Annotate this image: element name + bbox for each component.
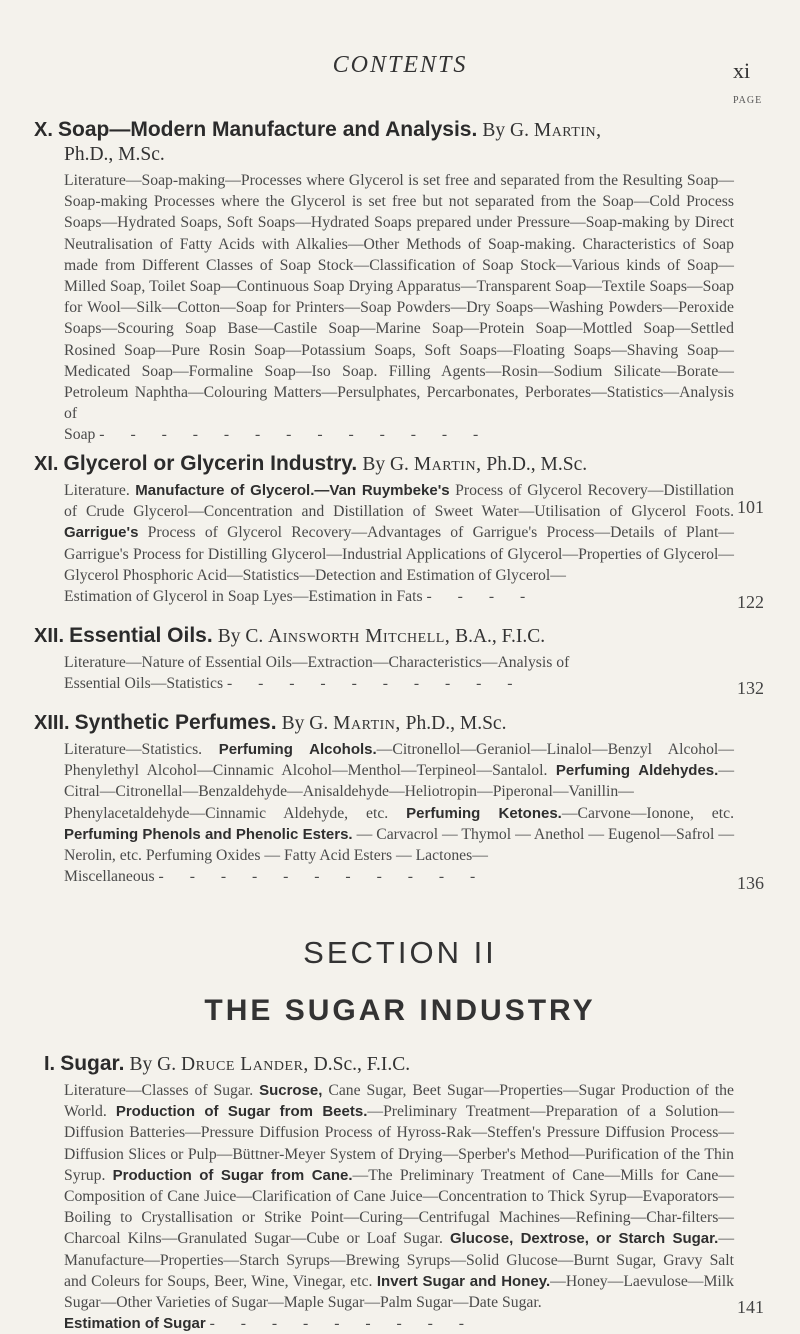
contents-entry-xi — [34, 452, 764, 612]
chapter-title: Soap—Modern Manufacture and Analysis. — [58, 118, 478, 141]
summary-tail: Soap — [64, 426, 96, 444]
author-name: Martin, — [333, 713, 401, 734]
entry-heading — [34, 624, 764, 648]
chapter-title: Sugar. — [60, 1052, 125, 1075]
author-degrees: Ph.D., M.Sc. — [64, 144, 165, 165]
folio: xi — [733, 58, 751, 83]
byline: By G. Martin, Ph.D., M.Sc. — [281, 713, 507, 734]
page-number: 122 — [737, 592, 764, 612]
entry-heading — [34, 1052, 764, 1076]
chapter-title: Synthetic Perfumes. — [74, 711, 277, 734]
entry-heading — [34, 118, 764, 166]
chapter-numeral: XII. — [34, 625, 65, 647]
page-number: 136 — [737, 873, 764, 893]
author-name: Ainsworth Mitchell, — [268, 626, 451, 647]
chapter-summary: Literature—Nature of Essential Oils—Extraction—Characteristics—Analysis of Essential Oils—Statistics - - - - - - - - - - — [64, 654, 570, 693]
author-name: Druce Lander, — [180, 1054, 309, 1075]
byline: By G. Martin, Ph.D., M.Sc. — [362, 454, 588, 475]
summary-tail: Estimation of Sugar — [64, 1315, 206, 1333]
page-number: 141 — [737, 1297, 764, 1317]
section-subheading: THE SUGAR INDUSTRY — [204, 994, 596, 1027]
dot-leader: - - - - - - - - - - - — [158, 868, 487, 886]
dot-leader: - - - - — [426, 588, 537, 606]
contents-entry-sugar — [34, 1052, 764, 1334]
summary-tail: Estimation of Glycerol in Soap Lyes—Estimation in Fats — [64, 588, 423, 606]
section-heading: SECTION II — [303, 935, 497, 970]
contents-entry-xiii — [34, 711, 764, 893]
entry-heading — [34, 452, 764, 476]
page-column-label: PAGE — [733, 95, 763, 106]
byline: By G. Druce Lander, D.Sc., F.I.C. — [129, 1054, 411, 1075]
dot-leader: - - - - - - - - - - - - - — [99, 426, 490, 444]
byline: By C. Ainsworth Mitchell, B.A., F.I.C. — [217, 626, 546, 647]
dot-leader: - - - - - - - - - — [209, 1315, 476, 1333]
chapter-title: Essential Oils. — [69, 624, 213, 647]
chapter-summary: Literature—Soap-making—Processes where Glycerol is set free and separated from the Resulting Soap—Soap-making Processes where the Glycerol is set free but not separated from the Soap—Cold Process Soaps—Hydrated Soaps, Soft Soaps—Hydrated Soaps prepared under Pressure—Soap-making by Direct Neutralisation of Fatty Acids with Alkalies—Other Methods of Soap-making. Characteristics of Soap made from Different Classes of Soap Stock—Classification of Soap Stock—Various kinds of Soap—Milled Soap, Toilet Soap—Continuous Soap Drying Apparatus—Transparent Soap—Textile Soaps—Soap for Wool—Silk—Cotton—Soap for Printers—Soap Powders—Dry Soaps—Washing Powders—Peroxide Soaps—Scouring Soap Base—Castile Soap—Marine Soap—Protein Soap—Mottled Soap—Settled Rosined Soap—Pure Rosin Soap—Potassium Soaps, Soft Soaps—Floating Soaps—Shaving Soap—Medicated Soap—Formaline Soap—Iso Soap. Filling Agents—Rosin—Sodium Silicate—Borate—Petroleum Naphtha—Colouring Matters—Persulphates, Percarbonates, Perborates—Statistics—Analysis of Soap - - - - - - - - - - - - - — [64, 172, 734, 444]
chapter-numeral: I. — [44, 1053, 56, 1075]
chapter-numeral: XIII. — [34, 712, 70, 734]
entry-heading — [34, 711, 764, 735]
page-number: 101 — [737, 497, 764, 517]
chapter-summary: Literature—Statistics. Perfuming Alcohols.—Citronellol—Geraniol—Linalol—Benzyl Alcohol—Phenylethyl Alcohol—Cinnamic Alcohol—Menthol—Terpineol—Santalol. Perfuming Aldehydes.—Citral—Citronellal—Benzaldehyde—Anisaldehyde—Heliotropin—Piperonal—Vanillin—Phenylacetaldehyde—Cinnamic Aldehyde, etc. Perfuming Ketones.—Carvone—Ionone, etc. Perfuming Phenols and Phenolic Esters. — Carvacrol — Thymol — Anethol — Eugenol—Safrol — Nerolin, etc. Perfuming Oxides — Fatty Acid Esters — Lactones— Miscellaneous - - - - - - - - - - - — [64, 741, 735, 886]
author-name: Martin, — [413, 454, 482, 475]
chapter-numeral: X. — [34, 119, 53, 141]
summary-tail: Miscellaneous — [64, 868, 155, 886]
contents-entry-xii — [34, 624, 764, 698]
author-name: Martin, — [533, 120, 602, 141]
chapter-summary: Literature—Classes of Sugar. Sucrose, Cane Sugar, Beet Sugar—Properties—Sugar Production of the World. Production of Sugar from Beets.—Preliminary Treatment—Preparation of a Solution—Diffusion Batteries—Pressure Diffusion Process of Hyross-Rak—Steffen's Pressure Diffusion Process—Diffusion Slices or Pulp—Büttner-Meyer System of Drying—Sperber's Method—Purification of the Thin Syrup. Production of Sugar from Cane.—The Preliminary Treatment of Cane—Mills for Cane—Composition of Cane Juice—Clarification of Cane Juice—Concentration to Thick Syrup—Evaporators—Boiling to Crystallisation or Strike Point—Curing—Centrifugal Machines—Refining—Char-filters—Charcoal Kilns—Granulated Sugar—Cube or Loaf Sugar. Glucose, Dextrose, or Starch Sugar.—Manufacture—Properties—Starch Syrups—Brewing Syrups—Solid Glucose—Burnt Sugar, Gravy Salt and Coleurs for Soups, Beer, Wine, Vinegar, etc. Invert Sugar and Honey.—Honey—Laevulose—Milk Sugar—Other Varieties of Sugar—Maple Sugar—Palm Sugar—Date Sugar. Estimation of Sugar - - - - - - - - - — [64, 1082, 735, 1333]
summary-tail: Essential Oils—Statistics — [64, 675, 224, 693]
chapter-title: Glycerol or Glycerin Industry. — [63, 452, 358, 475]
byline: By G. Martin, — [482, 120, 602, 141]
chapter-numeral: XI. — [34, 453, 59, 475]
page-number: 132 — [737, 678, 764, 698]
dot-leader: - - - - - - - - - - — [226, 675, 524, 693]
chapter-summary: Literature. Manufacture of Glycerol.—Van Ruymbeke's Process of Glycerol Recovery—Distillation of Crude Glycerol—Concentration and Distillation of Sweet Water—Utilisation of Glycerol Foots. Garrigue's Process of Glycerol Recovery—Advantages of Garrigue's Process—Details of Plant—Garrigue's Process for Distilling Glycerol—Industrial Applications of Glycerol—Properties of Glycerol—Glycerol Phosphoric Acid—Statistics—Detection and Estimation of Glycerol— Estimation of Glycerol in Soap Lyes—Estimation in Fats - - - - — [64, 482, 735, 606]
running-title: CONTENTS — [332, 52, 468, 78]
